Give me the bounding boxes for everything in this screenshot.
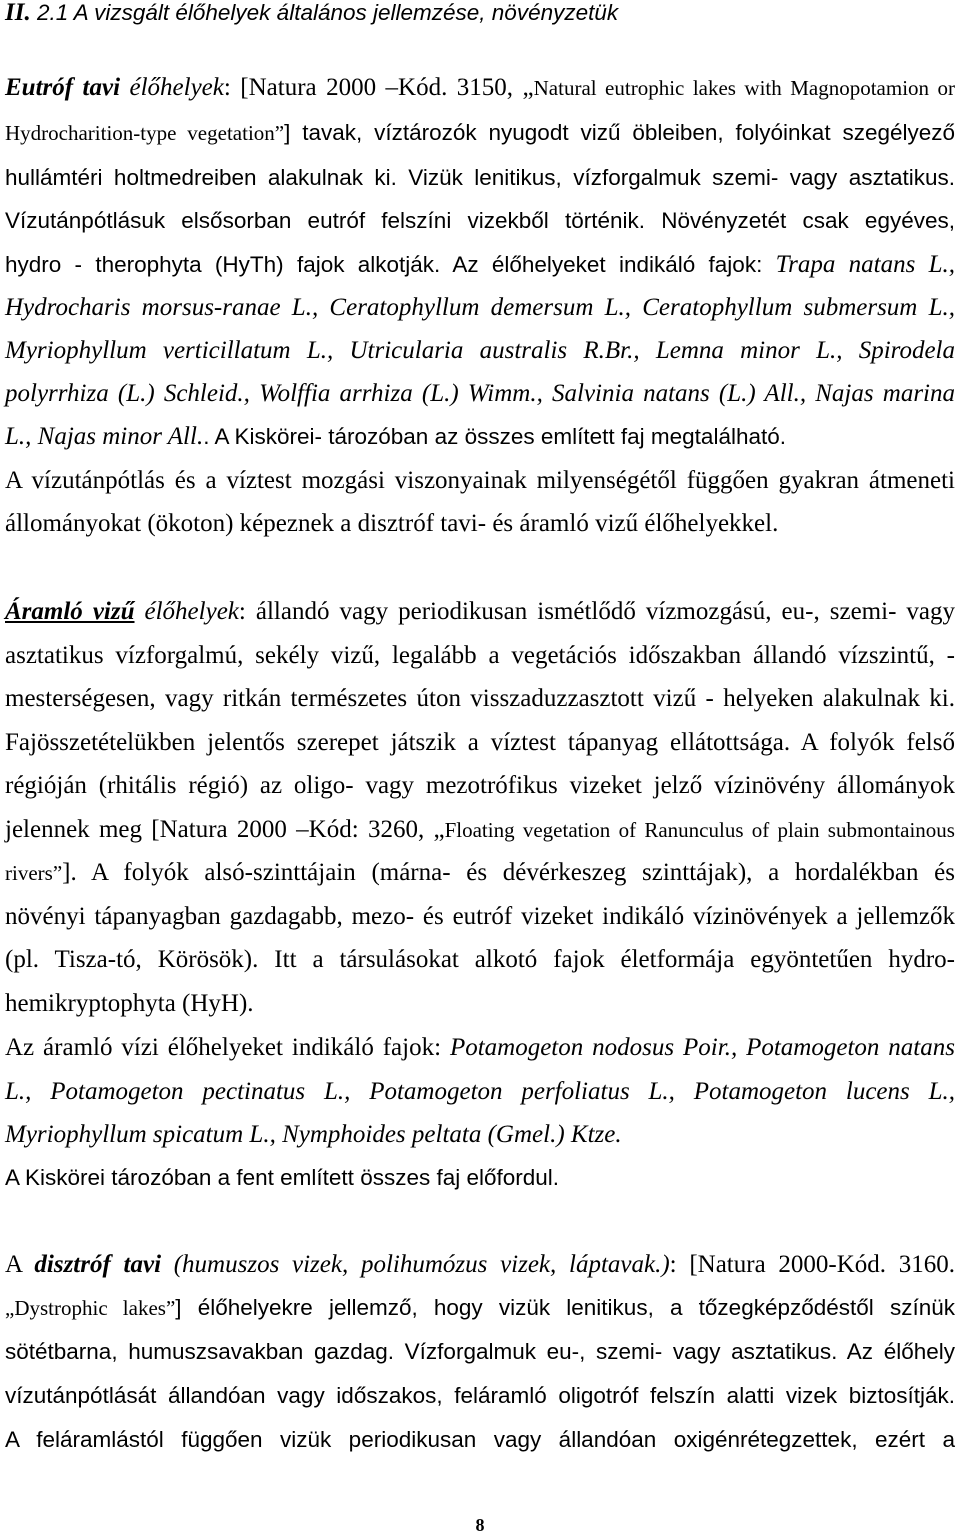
species-list: Potamogeton nodosus Poir., Potamogeton natans xyxy=(449,1034,955,1061)
text-run: asztatikus vízforgalmú, sekély vizű, legalább a vegetációs időszakban állandó vízszintű, - xyxy=(5,642,955,669)
page-number: 8 xyxy=(475,1515,485,1535)
text-run: mesterségesen, vagy ritkán természetes úton visszaduzzasztott vizű - helyeken alakulnak ki. xyxy=(5,685,955,712)
paragraph-line xyxy=(5,1337,955,1367)
text-run: (pl. Tisza-tó, Körösök). Itt a társulásokat alkotó fajok életformája egyöntetűen hydro- xyxy=(5,946,955,973)
paragraph-line xyxy=(5,1381,955,1411)
paragraph-line xyxy=(5,684,955,714)
text-run: Fajösszetételükben jelentős szerepet játszik a víztest tápanyag ellátottsága. A folyók felső xyxy=(5,729,955,756)
text-run: : állandó vagy periodikusan ismétlődő vízmozgású, eu-, szemi- vagy xyxy=(238,598,956,625)
text-run: sötétbarna, humuszsavakban gazdag. Vízforgalmuk eu-, szemi- vagy asztatikus. Az élőhely xyxy=(5,1339,955,1364)
text-run: hydro - therophyta (HyTh) fajok alkotják. Az élőhelyeket indikáló fajok: xyxy=(5,252,776,277)
natura-code: : [Natura 2000 –Kód. 3150, „ xyxy=(223,74,534,101)
paragraph-line xyxy=(5,641,955,671)
species-name: Trapa natans L., xyxy=(775,251,955,278)
habitat-name: Eutróf tavi xyxy=(5,74,121,101)
text-run: A Kiskörei tározóban a fent említett összes faj előfordul. xyxy=(5,1165,560,1190)
habitat-name: Áramló vizű xyxy=(5,598,135,625)
paragraph-line xyxy=(5,73,955,103)
paragraph-line xyxy=(5,509,955,539)
paragraph-line xyxy=(5,1120,955,1150)
species-list: Myriophyllum spicatum L., Nymphoides peltata (Gmel.) Ktze. xyxy=(5,1121,622,1148)
paragraph-line xyxy=(5,206,955,236)
paragraph-line xyxy=(5,466,955,496)
species-list: polyrrhiza (L.) Schleid., Wolffia arrhiza (L.) Wimm., Salvinia natans (L.) All., Najas marina xyxy=(5,380,955,407)
paragraph-line xyxy=(5,858,955,888)
text-run: vízutánpótlását állandóan vagy időszakos, feláramló oligotróf felszín alatti vizek biztosítják. xyxy=(5,1383,955,1408)
text-run: növényi tápanyagban gazdagabb, mezo- és eutróf vizeket indikáló vízinövények a jellemzők xyxy=(5,903,955,930)
species-list: L., Potamogeton pectinatus L., Potamogeton perfoliatus L., Potamogeton lucens L., xyxy=(5,1078,955,1105)
paragraph-line xyxy=(5,1293,955,1323)
paragraph-line xyxy=(5,815,955,845)
paragraph-line xyxy=(5,336,955,366)
paragraph-line xyxy=(5,945,955,975)
section-heading xyxy=(5,0,955,26)
text-run: ] tavak, víztározók nyugodt vizű öbleiben, folyóinkat szegélyező xyxy=(284,120,956,145)
species-list: Myriophyllum verticillatum L., Utricularia australis R.Br., Lemna minor L., Spirodela xyxy=(5,337,955,364)
species-list: Hydrocharis morsus-ranae L., Ceratophyllum demersum L., Ceratophyllum submersum L., xyxy=(5,294,955,321)
text-run: ] élőhelyekre jellemző, hogy vizük lenitikus, a tőzegképződéstől színük xyxy=(175,1295,955,1320)
english-habitat-name: Natural eutrophic lakes with Magnopotamion or xyxy=(533,76,955,100)
natura-code: jelennek meg [Natura 2000 –Kód: 3260, „ xyxy=(5,816,445,843)
paragraph-line xyxy=(5,379,955,409)
habitat-term: élőhelyek xyxy=(134,598,239,625)
paragraph-line xyxy=(5,728,955,758)
paragraph-line xyxy=(5,1425,955,1455)
heading-title: 2.1 A vizsgált élőhelyek általános jellemzése, növényzetük xyxy=(30,0,619,25)
text-run: hullámtéri holtmedreiben alakulnak ki. Vizük lenitikus, vízforgalmuk szemi- vagy asztatikus. xyxy=(5,165,955,190)
paragraph-line xyxy=(5,118,955,148)
paragraph-line xyxy=(5,250,955,280)
paragraph-line xyxy=(5,771,955,801)
text-run: Vízutánpótlásuk elsősorban eutróf felszíni vizekből történik. Növényzetét csak egyéves, xyxy=(5,208,955,233)
text-run: A vízutánpótlás és a víztest mozgási viszonyainak milyenségétől függően gyakran átmeneti xyxy=(5,467,955,494)
text-run: ]. A folyók alsó-szinttájain (márna- és dévérkeszeg szinttájak), a hordalékban és xyxy=(62,859,955,886)
english-habitat-name: Hydrocharition-type vegetation” xyxy=(5,121,285,145)
habitat-term: élőhelyek xyxy=(120,74,224,101)
paragraph-line xyxy=(5,1033,955,1063)
text-run: régióján (rhitális régió) az oligo- vagy mezotrófikus vizeket jelző vízinövény állományok xyxy=(5,772,955,799)
text-run: állományokat (ökoton) képeznek a disztróf tavi- és áramló vizű élőhelyekkel. xyxy=(5,510,779,537)
text-run: . A Kiskörei- tározóban az összes említett faj megtalálható. xyxy=(203,424,786,449)
habitat-name: disztróf tavi xyxy=(34,1251,162,1278)
habitat-term: (humuszos vizek, polihumózus vizek, láptavak.) xyxy=(161,1251,670,1278)
species-list: L., Najas minor All. xyxy=(5,423,204,450)
english-habitat-name: „Dystrophic lakes” xyxy=(5,1296,176,1320)
paragraph-line xyxy=(5,1163,955,1193)
text-run: A feláramlástól függően vizük periodikusan vagy állandóan oxigénrétegzettek, ezért a xyxy=(5,1427,955,1452)
english-habitat-name: rivers” xyxy=(5,861,63,885)
paragraph-line xyxy=(5,163,955,193)
english-habitat-name: Floating vegetation of Ranunculus of plain submontainous xyxy=(444,818,955,842)
paragraph-line xyxy=(5,1250,955,1280)
paragraph-line xyxy=(5,293,955,323)
paragraph-line xyxy=(5,597,955,627)
paragraph-line xyxy=(5,1077,955,1107)
paragraph-line xyxy=(5,422,955,452)
natura-code: : [Natura 2000-Kód. 3160. xyxy=(669,1251,955,1278)
text-run: hemikryptophyta (HyH). xyxy=(5,990,254,1017)
text-run: Az áramló vízi élőhelyeket indikáló fajok: xyxy=(5,1034,450,1061)
text-run: A xyxy=(5,1251,35,1278)
paragraph-line xyxy=(5,989,955,1019)
heading-number: II. xyxy=(5,0,31,26)
paragraph-line xyxy=(5,902,955,932)
